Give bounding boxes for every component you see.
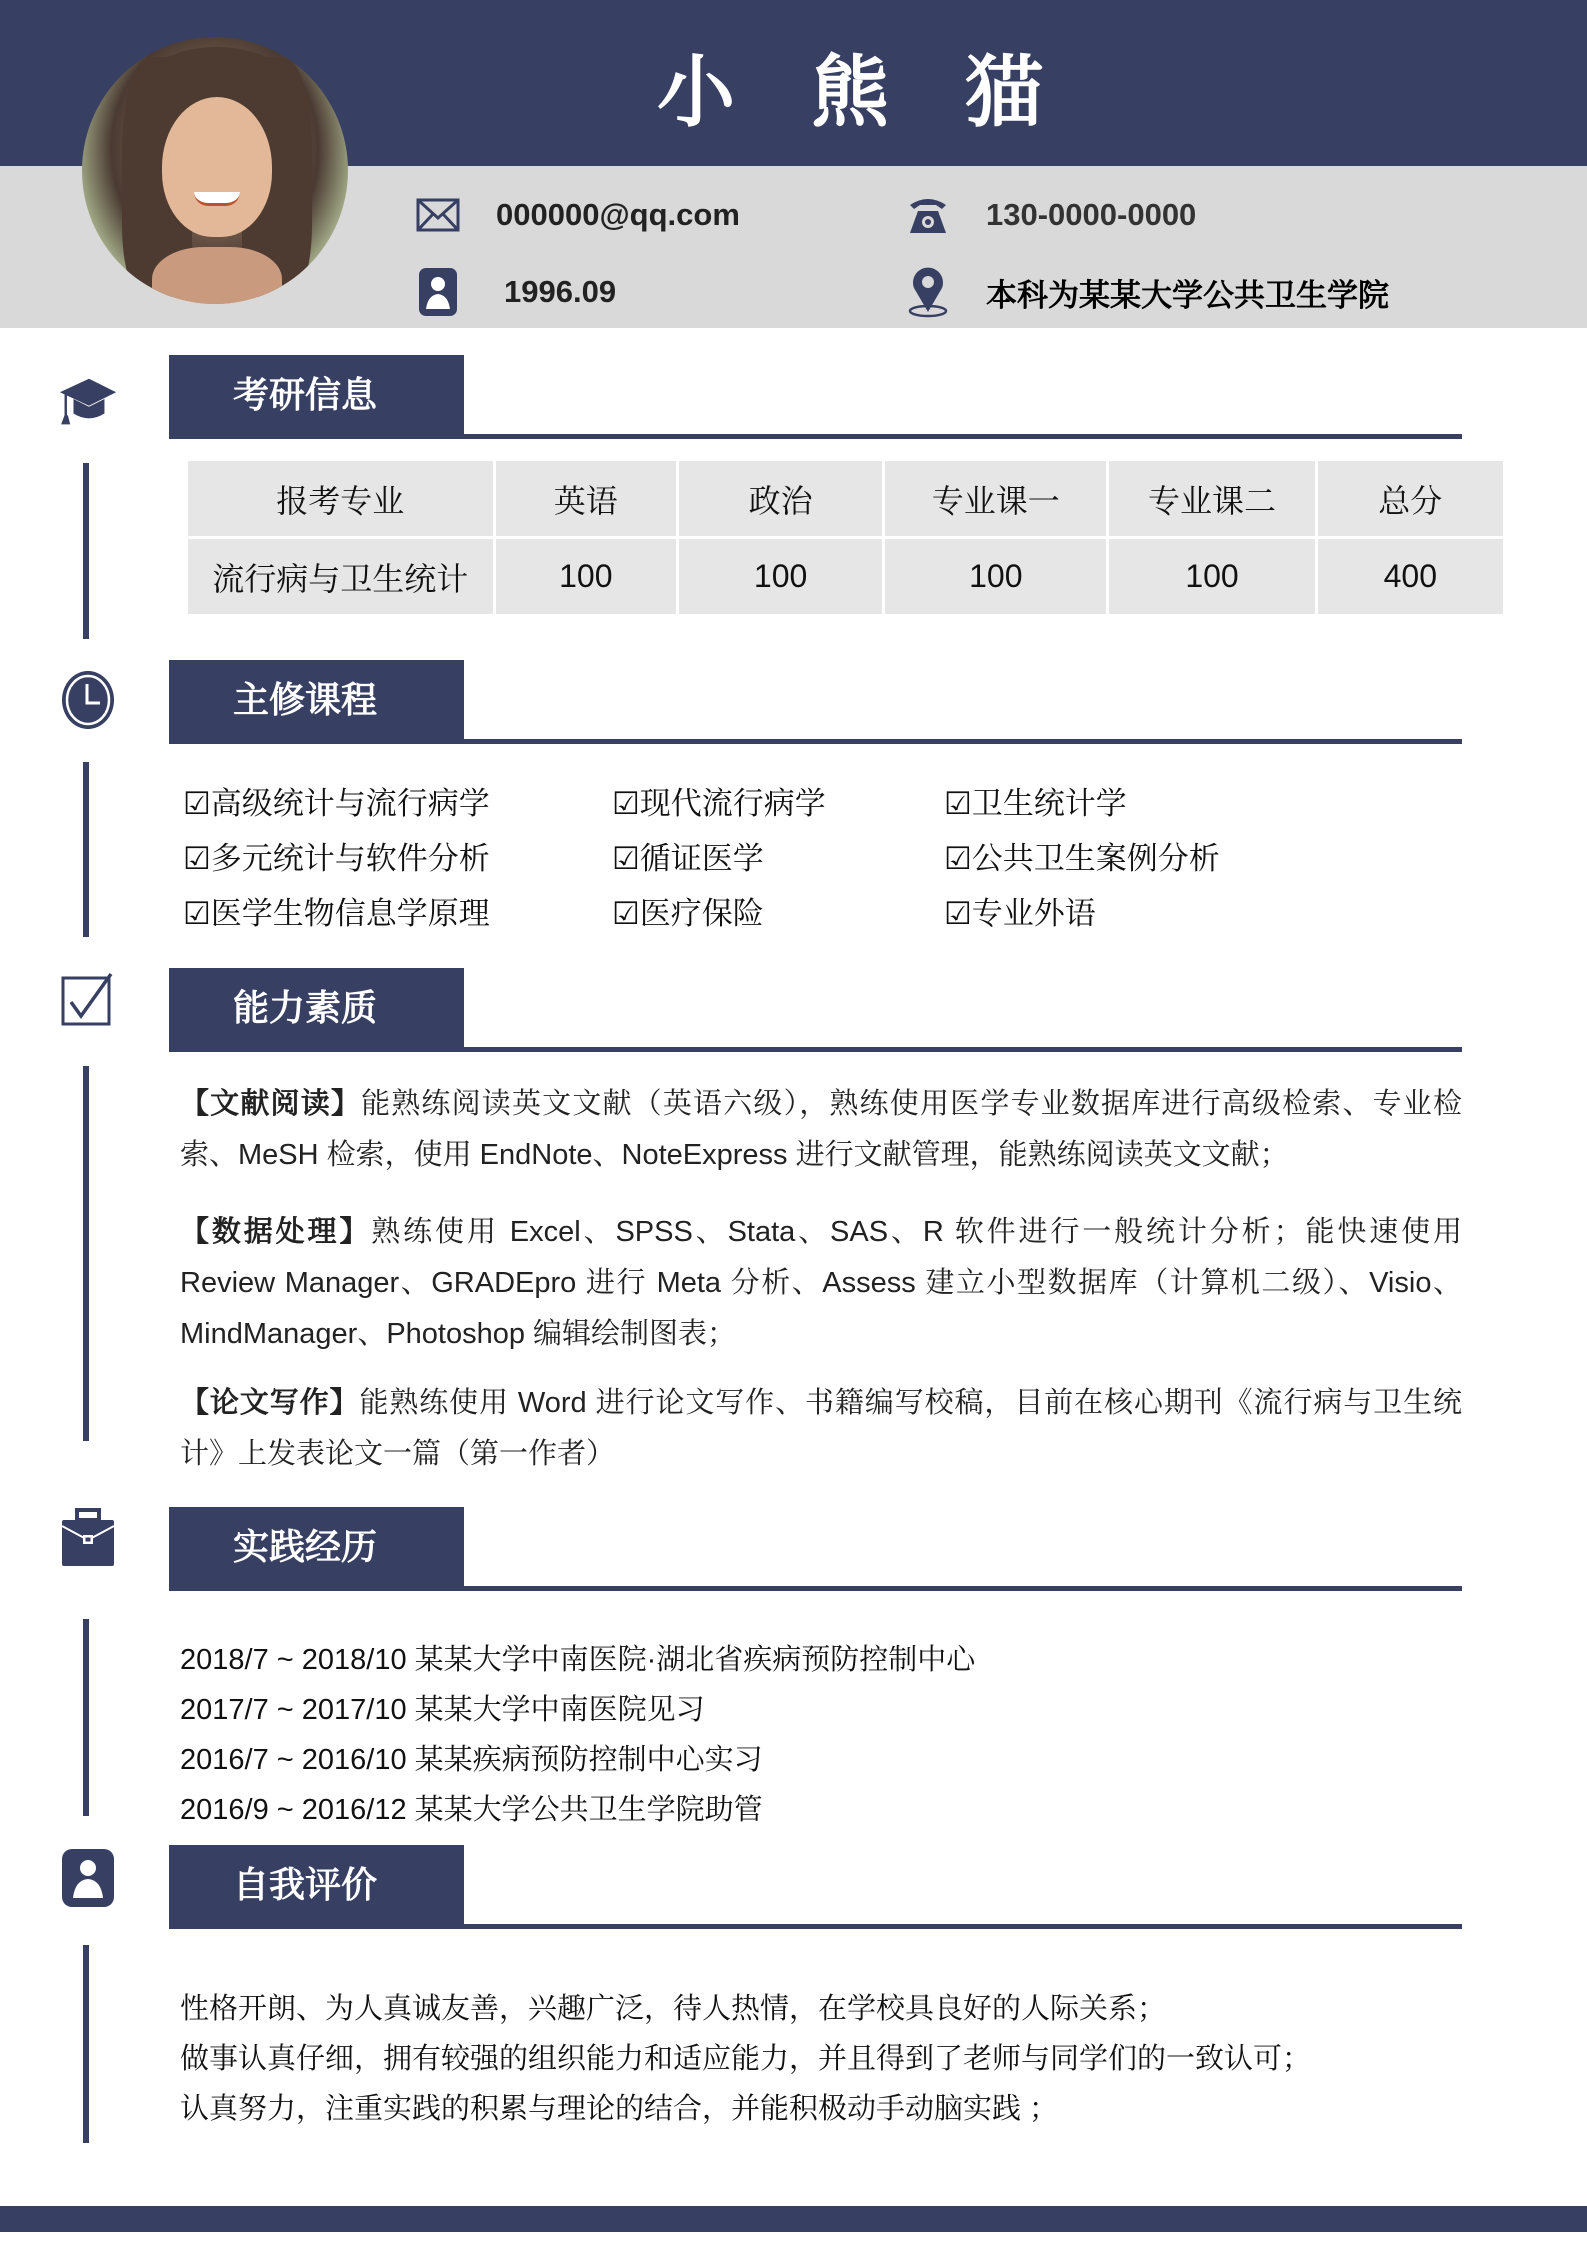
- skill-label: 【数据处理】: [180, 1216, 372, 1248]
- timeline-bar: [83, 762, 89, 937]
- name-char: 熊: [810, 48, 889, 136]
- table-cell: 100: [885, 539, 1106, 614]
- course-item: ☑高级统计与流行病学: [183, 786, 490, 821]
- name-char: 猫: [965, 48, 1044, 136]
- section-title: 考研信息: [169, 355, 464, 439]
- experience-item: 2017/7 ~ 2017/10 某某大学中南医院见习: [180, 1694, 705, 1726]
- telephone-icon: [906, 193, 950, 237]
- skill-text: 能熟练阅读英文文献（英语六级），熟练使用医学专业数据库进行高级检索、专业检索、MeSH 检索，使用 EndNote、NoteExpress 进行文献管理，能熟练阅读英文文献；: [180, 1088, 1462, 1171]
- person-icon: [416, 270, 460, 314]
- email-text: 000000@qq.com: [496, 197, 740, 232]
- table-header-cell: 专业课二: [1109, 461, 1314, 536]
- skill-literature: [180, 1079, 1462, 1181]
- timeline-bar: [83, 1066, 89, 1441]
- table-header-cell: 专业课一: [885, 461, 1106, 536]
- table-header-cell: 报考专业: [188, 461, 493, 536]
- table-row: [188, 539, 1503, 614]
- section-title: 主修课程: [169, 660, 464, 744]
- section-rule: [169, 1924, 1462, 1929]
- experience-item: 2016/9 ~ 2016/12 某某大学公共卫生学院助管: [180, 1794, 763, 1826]
- evaluation-line: 认真努力，注重实践的积累与理论的结合，并能积极动手动脑实践 ；: [180, 2093, 1059, 2125]
- table-cell: 100: [679, 539, 882, 614]
- contact-phone: [906, 193, 1196, 237]
- table-cell: 100: [496, 539, 676, 614]
- section-rule: [169, 1047, 1462, 1052]
- skill-label: 【文献阅读】: [180, 1088, 362, 1120]
- section-title: 实践经历: [169, 1507, 464, 1591]
- table-header-cell: 总分: [1318, 461, 1503, 536]
- table-cell: 流行病与卫生统计: [188, 539, 493, 614]
- section-header-skills: [169, 968, 1462, 1052]
- section-header-practice: [169, 1507, 1462, 1591]
- section-header-evaluation: [169, 1845, 1462, 1929]
- section-header-courses: [169, 660, 1462, 744]
- checkbox-icon: [58, 970, 118, 1030]
- footer-bar: [0, 2206, 1587, 2232]
- course-item: ☑多元统计与软件分析: [183, 841, 490, 876]
- course-item: ☑卫生统计学: [944, 786, 1127, 821]
- section-rule: [169, 1586, 1462, 1591]
- briefcase-icon: [58, 1508, 118, 1568]
- skill-label: 【论文写作】: [180, 1387, 360, 1419]
- section-rule: [169, 739, 1462, 744]
- contact-email: [416, 193, 740, 237]
- section-title: 能力素质: [169, 968, 464, 1052]
- evaluation-line: 做事认真仔细，拥有较强的组织能力和适应能力，并且得到了老师与同学们的一致认可；: [180, 2043, 1312, 2075]
- graduation-cap-icon: [58, 370, 118, 430]
- timeline-bar: [83, 1945, 89, 2143]
- course-item: ☑专业外语: [944, 896, 1096, 931]
- evaluation-line: 性格开朗、为人真诚友善，兴趣广泛，待人热情，在学校具良好的人际关系；: [180, 1993, 1167, 2025]
- table-header-cell: 政治: [679, 461, 882, 536]
- section-rule: [169, 434, 1462, 439]
- skill-data: [180, 1207, 1462, 1360]
- profile-photo: [82, 37, 348, 304]
- table-cell: 400: [1318, 539, 1503, 614]
- contact-education: [906, 266, 1389, 318]
- table-header-cell: 英语: [496, 461, 676, 536]
- section-title: 自我评价: [169, 1845, 464, 1929]
- course-item: ☑循证医学: [612, 841, 764, 876]
- experience-item: 2016/7 ~ 2016/10 某某疾病预防控制中心实习: [180, 1744, 763, 1776]
- map-pin-icon: [906, 266, 950, 318]
- course-item: ☑医疗保险: [612, 896, 764, 931]
- table-cell: 100: [1109, 539, 1314, 614]
- course-item: ☑医学生物信息学原理: [183, 896, 490, 931]
- course-item: ☑公共卫生案例分析: [944, 841, 1220, 876]
- timeline-bar: [83, 1619, 89, 1816]
- section-header-exam: [169, 355, 1462, 439]
- candidate-name: [560, 30, 1140, 142]
- education-text: 本科为某某大学公共卫生学院: [986, 277, 1389, 313]
- phone-text: 130-0000-0000: [986, 197, 1197, 232]
- course-item: ☑现代流行病学: [612, 786, 826, 821]
- table-header-row: [188, 461, 1503, 536]
- exam-score-table: [185, 458, 1506, 617]
- skill-text: 能熟练使用 Word 进行论文写作、书籍编写校稿，目前在核心期刊《流行病与卫生统计》上发表论文一篇（第一作者）: [180, 1387, 1462, 1470]
- person-icon: [58, 1848, 118, 1908]
- timeline-bar: [83, 463, 89, 639]
- skill-text: 熟练使用 Excel、SPSS、Stata、SAS、R 软件进行一般统计分析；能快速使用 Review Manager、GRADEpro 进行 Meta 分析、Assess 建立小型数据库（计算机二级）、Visio、MindManager、Photoshop 编辑绘制图表；: [180, 1216, 1462, 1350]
- clock-icon: [58, 670, 118, 730]
- contact-birth: [416, 270, 616, 314]
- birth-text: 1996.09: [504, 274, 617, 309]
- skill-writing: [180, 1378, 1462, 1480]
- experience-item: 2018/7 ~ 2018/10 某某大学中南医院·湖北省疾病预防控制中心: [180, 1644, 976, 1676]
- envelope-icon: [416, 193, 460, 237]
- name-char: 小: [656, 48, 735, 136]
